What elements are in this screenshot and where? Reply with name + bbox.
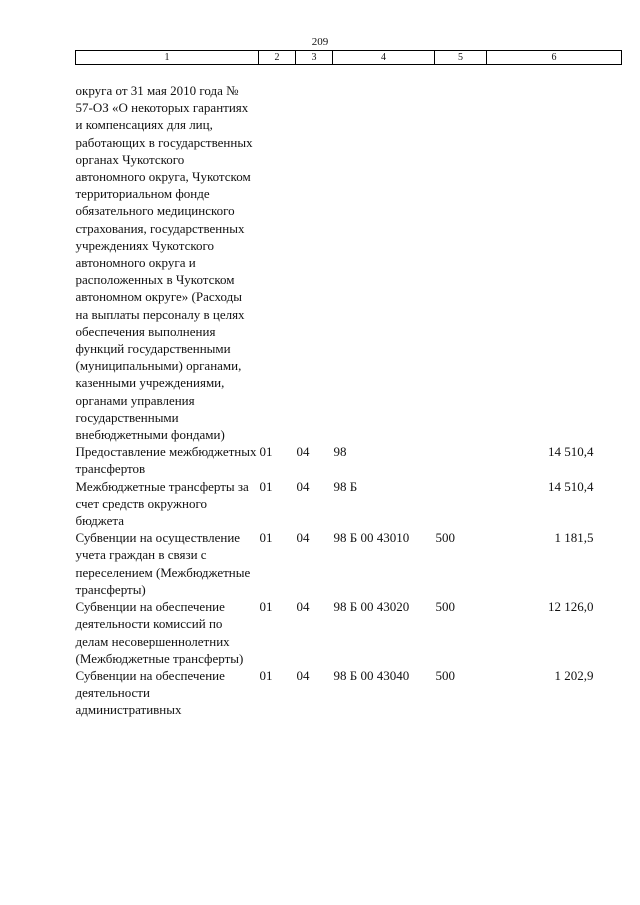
row-amount bbox=[487, 65, 622, 444]
row-target-article: 98 Б 00 43040 bbox=[333, 667, 410, 683]
row-subsection: 04 bbox=[296, 667, 310, 683]
budget-table bbox=[75, 50, 622, 719]
row-name: округа от 31 мая 2010 года № 57-ОЗ «О некоторых гарантиях и компенсациях для лиц, работающих в государственных органах Чукотского автономного округа, Чукотском территориальном фонде обязательного медицинского страхования, государственных учреждениях Чукотского автономного округа и расположенных в Чукотском автономном округе» (Расходы на выплаты персоналу в целях обеспечения выполнения функций государственными (муниципальными) органами, казенными учреждениями, органами управления государственными внебюджетными фондами) bbox=[75, 83, 253, 443]
row-section: 01 bbox=[259, 667, 273, 683]
column-number-header-row bbox=[76, 51, 622, 65]
page-number: 209 bbox=[311, 36, 329, 48]
table-row bbox=[76, 478, 622, 530]
row-subsection: 04 bbox=[296, 444, 310, 460]
row-expense-type bbox=[435, 65, 487, 444]
row-amount: 1 202,9 bbox=[554, 667, 594, 683]
row-section: 01 bbox=[259, 530, 273, 546]
row-section bbox=[259, 65, 296, 444]
row-expense-type: 500 bbox=[435, 667, 455, 683]
row-name: Субвенции на осуществление учета граждан в связи с переселением (Межбюджетные трансферты) bbox=[75, 530, 251, 597]
row-name: Межбюджетные трансферты за счет средств окружного бюджета bbox=[75, 478, 249, 529]
row-section: 01 bbox=[259, 444, 273, 460]
row-amount: 14 510,4 bbox=[548, 444, 594, 460]
table-row bbox=[76, 65, 622, 444]
column-header-1: 1 bbox=[76, 51, 259, 65]
row-subsection: 04 bbox=[296, 478, 310, 494]
table-row bbox=[76, 443, 622, 477]
row-expense-type bbox=[435, 443, 487, 477]
row-target-article: 98 Б 00 43010 bbox=[333, 530, 410, 546]
row-expense-type: 500 bbox=[435, 530, 455, 546]
row-amount: 1 181,5 bbox=[554, 530, 594, 546]
column-header-4: 4 bbox=[333, 51, 435, 65]
table-row bbox=[76, 667, 622, 719]
row-section: 01 bbox=[259, 478, 273, 494]
column-header-5: 5 bbox=[435, 51, 487, 65]
table-row bbox=[76, 598, 622, 667]
column-header-6: 6 bbox=[487, 51, 622, 65]
row-subsection: 04 bbox=[296, 599, 310, 615]
row-target-article: 98 bbox=[333, 444, 347, 460]
row-target-article bbox=[333, 65, 435, 444]
row-name: Субвенции на обеспечение деятельности комиссий по делам несовершеннолетних (Межбюджетные трансферты) bbox=[75, 599, 244, 666]
row-expense-type: 500 bbox=[435, 599, 455, 615]
column-header-2: 2 bbox=[259, 51, 296, 65]
row-name: Предоставление межбюджетных трансфертов bbox=[75, 444, 257, 477]
column-header-3: 3 bbox=[296, 51, 333, 65]
row-target-article: 98 Б bbox=[333, 478, 358, 494]
table-row bbox=[76, 529, 622, 598]
row-target-article: 98 Б 00 43020 bbox=[333, 599, 410, 615]
row-section: 01 bbox=[259, 599, 273, 615]
row-name: Субвенции на обеспечение деятельности административных bbox=[75, 667, 225, 718]
row-subsection bbox=[296, 65, 333, 444]
row-subsection: 04 bbox=[296, 530, 310, 546]
row-amount: 14 510,4 bbox=[548, 478, 594, 494]
row-expense-type bbox=[435, 478, 487, 530]
row-amount: 12 126,0 bbox=[548, 599, 594, 615]
